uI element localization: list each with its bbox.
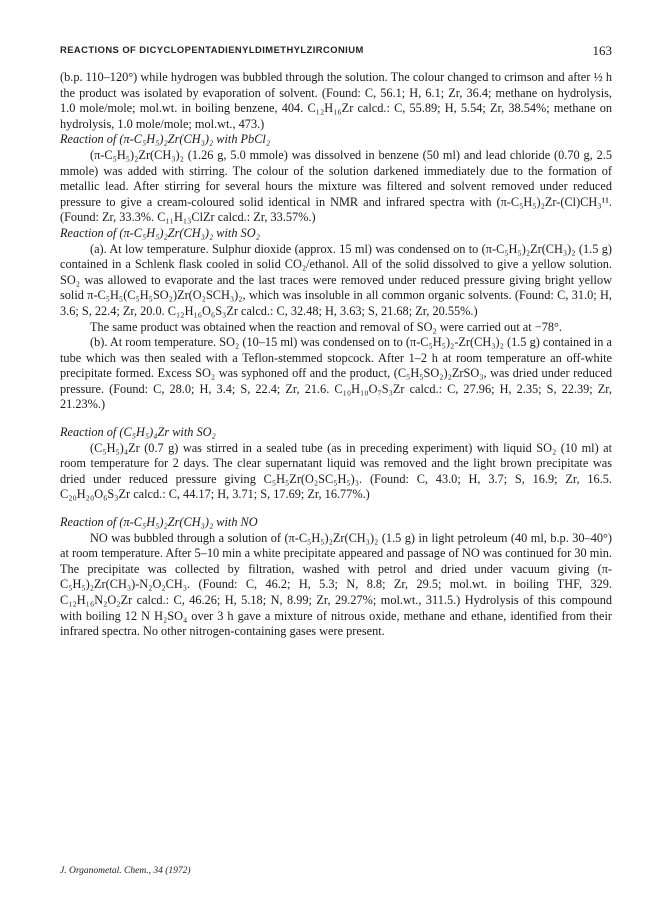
body-paragraph: (π-C₅H₅)₂Zr(CH₃)₂ (1.26 g, 5.0 mmole) was dissolved in benzene (50 ml) and lead chloride (0.70 g, 2.5 mmole) was added with stirring. The colour of the solution darkened immediately due to the formation of metallic lead. After stirring for several hours the mixture was filtered and solvent removed under reduced pressure to give a cream-coloured solid identical in NMR and infrared spectra with (π-C₅H₅)₂Zr-(Cl)CH₃¹¹. (Found: Zr, 33.3%. C₁₁H₁₃ClZr calcd.: Zr, 33.57%.): [60, 147, 612, 225]
paragraph-spacer: [60, 503, 612, 515]
running-head: [60, 44, 612, 60]
article-body: [60, 70, 612, 640]
section-heading: Reaction of (π-C₅H₅)₂Zr(CH₃)₂ with PbCl₂: [60, 132, 271, 147]
section-heading: Reaction of (C₅H₅)₄Zr with SO₂: [60, 425, 216, 440]
body-paragraph: (C₅H₅)₄Zr (0.7 g) was stirred in a sealed tube (as in preceding experiment) with liquid SO₂ (10 ml) at room temperature for 2 days. The clear supernatant liquid was removed and the light brown precipitate was dried under reduced pressure giving C₅H₅Zr(O₂SC₅H₅)₃. (Found: C, 43.0; H, 3.7; S, 16.9; Zr, 16.5. C₂₀H₂₀O₆S₃Zr calcd.: C, 44.17; H, 3.71; S, 17.69; Zr, 16.77%.): [60, 440, 612, 502]
section-heading: Reaction of (π-C₅H₅)₂Zr(CH₃)₂ with SO₂: [60, 225, 260, 240]
section-heading: Reaction of (π-C₅H₅)₂Zr(CH₃)₂ with NO: [60, 515, 258, 530]
page-number: 163: [592, 43, 612, 58]
body-paragraph: (b.p. 110–120°) while hydrogen was bubbled through the solution. The colour changed to crimson and after ½ h the product was isolated by evaporation of solvent. (Found: C, 56.1; H, 6.1; Zr, 36.4; methane on hydrolysis, 1.0 mole/mole; mol.wt. in boiling benzene, 404. C₁₂H₁₆Zr calcd.: C, 55.89; H, 5.54; Zr, 38.54%; methane on hydrolysis, 1.0 mole/mole; mol.wt., 473.): [60, 70, 612, 131]
body-paragraph: The same product was obtained when the reaction and removal of SO₂ were carried out at −78°.: [90, 319, 562, 334]
journal-citation: J. Organometal. Chem., 34 (1972): [60, 866, 191, 876]
body-paragraph: (b). At room temperature. SO₂ (10–15 ml) was condensed on to (π-C₅H₅)₂-Zr(CH₃)₂ (1.5 g) contained in a tube which was then sealed with a Teflon-stemmed stopcock. After 1–2 h at room temperature an off-white precipitate formed. Excess SO₂ was syphoned off and the product, (C₅H₅SO₂)₂ZrSO₃, was dried under reduced pressure. (Found: C, 28.0; H, 3.4; S, 22.4; Zr, 21.6. C₁₀H₁₀O₇S₃Zr calcd.: C, 27.96; H, 2.35; S, 22.39; Zr, 21.23%.): [60, 335, 612, 412]
paragraph-spacer: [60, 413, 612, 425]
body-paragraph: (a). At low temperature. Sulphur dioxide (approx. 15 ml) was condensed on to (π-C₅H₅)₂Zr(CH₃)₂ (1.5 g) contained in a Schlenk flask cooled in solid CO₂/ethanol. All of the solid dissolved to give a yellow solution. SO₂ was allowed to evaporate and the last traces were removed under reduced pressure giving bright yellow solid π-C₅H₅(C₅H₅SO₂)Zr(O₂SCH₃)₂, which was insoluble in all common organic solvents. (Found: C, 31.0; H, 3.6; S, 22.4; Zr, 20.0. C₁₂H₁₆O₆S₃Zr calcd.: C, 32.48; H, 3.63; S, 21.68; Zr, 20.55%.): [60, 241, 612, 318]
running-title: REACTIONS OF DICYCLOPENTADIENYLDIMETHYLZIRCONIUM: [60, 44, 364, 55]
body-paragraph: NO was bubbled through a solution of (π-C₅H₅)₂Zr(CH₃)₂ (1.5 g) in light petroleum (40 ml, b.p. 30–40°) at room temperature. After 5–10 min a white precipitate appeared and passage of NO was continued for 30 min. The precipitate was collected by filtration, washed with petrol and dried under vacuum giving (π-C₅H₅)₂Zr(CH₃)-N₂O₂CH₃. (Found: C, 46.2; H, 5.3; N, 8.8; Zr, 29.5; mol.wt. in boiling THF, 329. C₁₂H₁₆N₂O₂Zr calcd.: C, 46.26; H, 5.18; N, 8.99; Zr, 29.27%; mol.wt., 311.5.) Hydrolysis of this compound with boiling 12 N H₂SO₄ over 3 h gave a mixture of nitrous oxide, methane and ethane, identified from their infrared spectra. No other nitrogen-containing gases were present.: [60, 530, 612, 639]
